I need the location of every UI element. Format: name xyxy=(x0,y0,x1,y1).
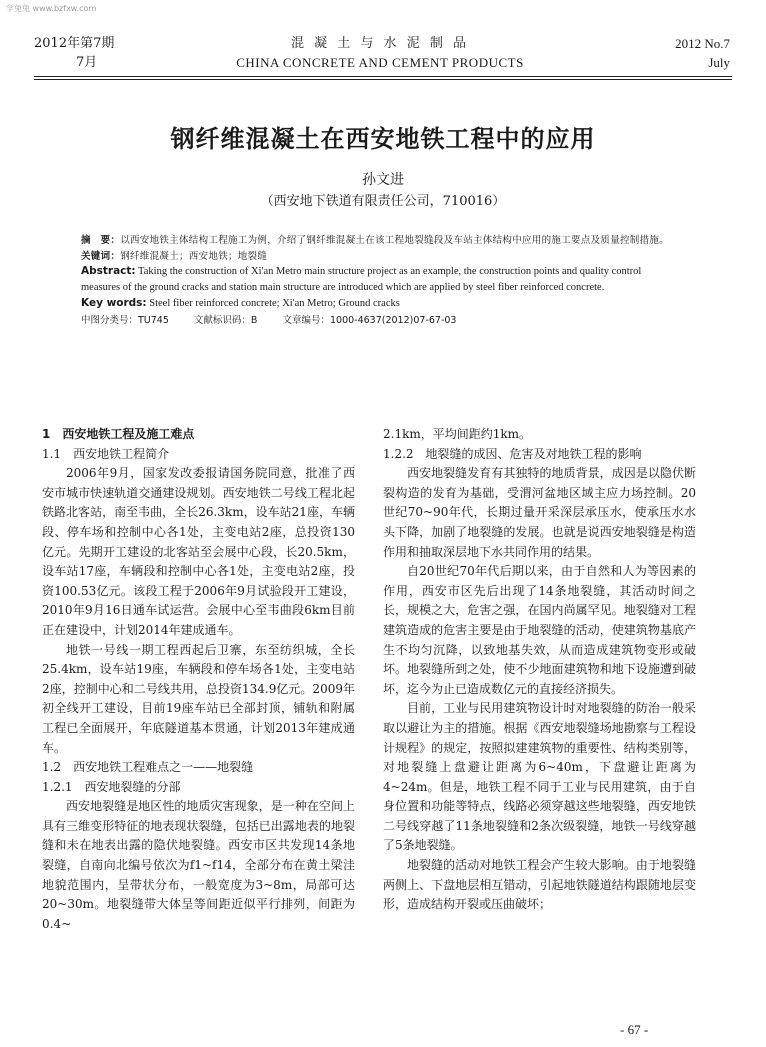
section-heading: 1.2 西安地铁工程难点之一——地裂缝 xyxy=(42,760,254,775)
section-heading: 1.1 西安地铁工程简介 xyxy=(42,446,170,461)
abstract-en-text: Taking the construction of Xi'an Metro main structure project as an example, the construction points and quality control measures of the ground cracks and station main structure are introduced which are applied by steel fiber reinforced concrete. xyxy=(81,266,642,293)
section-heading: 1 西安地铁工程及施工难点 xyxy=(42,427,195,441)
clc-number: 中图分类号：TU745 xyxy=(81,314,169,326)
body-column-left xyxy=(42,425,355,934)
section-heading: 1.2.2 地裂缝的成因、危害及对地铁工程的影响 xyxy=(383,446,642,461)
body-paragraph: 目前，工业与民用建筑物设计时对地裂缝的防治一般采取以避让为主的措施。根据《西安地裂缝场地勘察与工程设计规程》的规定，按照拟建建筑物的重要性、结构类别等，对地裂缝上盘避让距离为6~40m，下盘避让距离为4~24m。但是，地铁工程不同于工业与民用建筑，由于自身位置和功能等特点，线路必须穿越这些地裂缝，西安地铁二号线穿越了11条地裂缝和2条次级裂缝，地铁一号线穿越了5条地裂缝。 xyxy=(383,701,696,853)
keywords-en-text: Steel fiber reinforced concrete; Xi'an Metro; Ground cracks xyxy=(146,298,400,309)
abstract-cn-label: 摘 要： xyxy=(81,235,121,246)
journal-name-cn: 混 凝 土 与 水 泥 制 品 xyxy=(291,36,469,51)
abstract-cn-text: 以西安地铁主体结构工程施工为例，介绍了钢纤维混凝土在该工程地裂缝段及车站主体结构中应用的施工要点及质量控制措施。 xyxy=(120,235,670,246)
journal-name xyxy=(180,34,580,72)
body-paragraph: 自20世纪70年代后期以来，由于自然和人为等因素的作用，西安市区先后出现了14条地裂缝，其活动时间之长，规模之大，危害之强，在国内尚属罕见。地裂缝对工程建筑造成的危害主要是由于地裂缝的活动，使建筑物基底产生不均匀沉降，以致地基失效，从而造成建筑物变形或破坏。地裂缝所到之处，使不少地面建筑物和地下设施遭到破坏，迄今为止已造成数亿元的直接经济损失。 xyxy=(383,564,696,696)
paper-affiliation: （西安地下铁道有限责任公司，710016） xyxy=(260,194,506,209)
body-paragraph: 地裂缝的活动对地铁工程会产生较大影响。由于地裂缝两侧上、下盘地层相互错动，引起地铁隧道结构跟随地层变形，造成结构开裂或压曲破坏； xyxy=(383,858,696,912)
header-issue-year: 2012年第7期 xyxy=(34,36,115,51)
body-paragraph: 2.1km，平均间距约1km。 xyxy=(383,427,532,441)
classification-line xyxy=(81,313,681,328)
abstract-block xyxy=(81,233,681,328)
page-number: - 67 - xyxy=(620,1022,649,1037)
header-rule-thin xyxy=(34,79,732,80)
keywords-en-label: Key words: xyxy=(81,297,147,309)
body-column-right xyxy=(383,425,696,915)
paper-author: 孙文进 xyxy=(362,172,404,188)
header-rule-thick xyxy=(34,76,732,77)
paper-title: 钢纤维混凝土在西安地铁工程中的应用 xyxy=(170,125,596,153)
body-paragraph: 2006年9月，国家发改委报请国务院同意，批准了西安市城市快速轨道交通建设规划。西安地铁二号线工程北起铁路北客站，南至韦曲，全长26.3km，设车站21座，车辆段、停车场和控制中心各1处，主变电站2座，总投资130亿元。先期开工建设的北客站至会展中心段，长20.5km，设车站17座，车辆段和控制中心各1处，主变电站2座，投资100.53亿元。该段工程于2006年9月试验段开工建设，2010年9月16日通车试运营。会展中心至韦曲段6km目前正在建设中，计划2014年建成通车。 xyxy=(42,466,355,637)
article-number: 文章编号：1000-4637(2012)07-67-03 xyxy=(282,314,457,326)
section-heading: 1.2.1 西安地裂缝的分部 xyxy=(42,779,181,794)
doc-code: 文献标识码：B xyxy=(193,314,258,326)
header-issue-no: 2012 No.7 xyxy=(675,36,730,51)
abstract-cn xyxy=(81,233,681,248)
abstract-en-label: Abstract: xyxy=(81,265,136,277)
body-paragraph: 地铁一号线一期工程西起后卫寨，东至纺织城，全长25.4km，设车站19座，车辆段和停车场各1处，主变电站2座，控制中心和二号线共用，总投资134.9亿元。2009年初全线开工建设，目前19座车站已全部封顶，铺轨和附属工程已全面展开，年底隧道基本贯通，计划2013年建成通车。 xyxy=(42,642,355,755)
header-issue xyxy=(34,34,114,72)
keywords-cn xyxy=(81,249,681,264)
header-issue-month-en: July xyxy=(708,55,730,70)
body-paragraph: 西安地裂缝是地区性的地质灾害现象，是一种在空间上具有三维变形特征的地表现状裂缝，包括已出露地表的地裂缝和未在地表出露的隐伏地裂缝。西安市区共发现14条地裂缝，自南向北编号依次为f1~f14，全部分布在黄土梁洼地貌范围内，呈带状分布，一般宽度为3~8m，局部可达20~30m。地裂缝带大体呈等间距近似平行排列，间距为0.4~ xyxy=(42,799,355,931)
header-issue-en xyxy=(675,34,730,72)
body-paragraph: 西安地裂缝发育有其独特的地质背景，成因是以隐伏断裂构造的发育为基础，受渭河盆地区域主应力场控制。20世纪70~90年代，长期过量开采深层承压水，使承压水水头下降，加剧了地裂缝的发展。也就是说西安地裂缝是构造作用和抽取深层地下水共同作用的结果。 xyxy=(383,466,696,559)
keywords-cn-text: 钢纤维混凝土；西安地铁；地裂缝 xyxy=(120,251,268,262)
watermark: 学兔兔 www.bzfxw.com xyxy=(6,4,97,13)
keywords-en xyxy=(81,296,681,312)
abstract-en xyxy=(81,264,681,295)
keywords-cn-label: 关键词： xyxy=(81,251,121,262)
header-issue-month: 7月 xyxy=(76,55,98,70)
journal-name-en: CHINA CONCRETE AND CEMENT PRODUCTS xyxy=(236,55,524,70)
